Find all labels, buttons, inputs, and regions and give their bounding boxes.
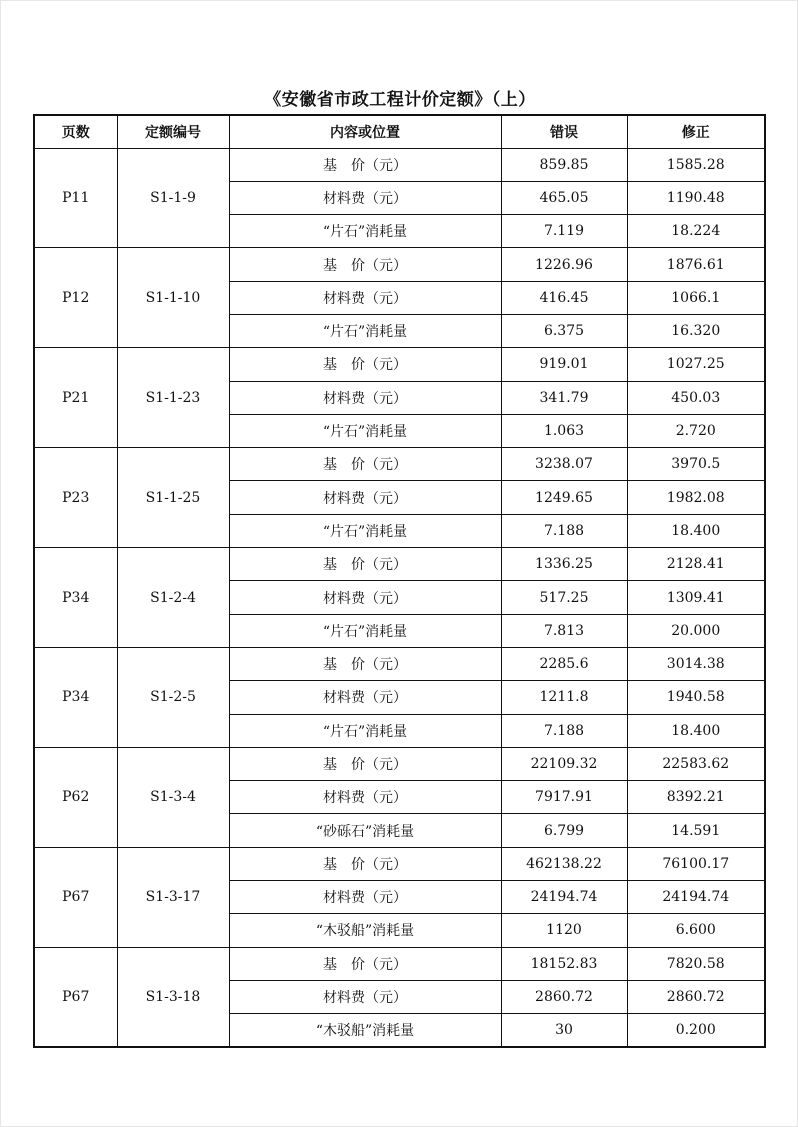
- cell-item: “片石”消耗量: [229, 314, 501, 347]
- cell-item: 基 价（元）: [229, 148, 501, 181]
- table-row: [34, 248, 765, 281]
- cell-page: P67: [34, 847, 117, 947]
- cell-fix: 2.720: [627, 414, 765, 447]
- table-row: [34, 647, 765, 680]
- table-row: [34, 348, 765, 381]
- cell-fix: 6.600: [627, 914, 765, 947]
- cell-item: 基 价（元）: [229, 248, 501, 281]
- cell-wrong: 1226.96: [501, 248, 627, 281]
- cell-fix: 1027.25: [627, 348, 765, 381]
- cell-item: 材料费（元）: [229, 481, 501, 514]
- header-code: 定额编号: [117, 115, 229, 148]
- cell-page: P34: [34, 548, 117, 648]
- cell-fix: 7820.58: [627, 947, 765, 980]
- cell-fix: 1066.1: [627, 281, 765, 314]
- cell-fix: 1585.28: [627, 148, 765, 181]
- cell-wrong: 7.813: [501, 614, 627, 647]
- cell-item: “砂砾石”消耗量: [229, 814, 501, 847]
- cell-wrong: 2860.72: [501, 980, 627, 1013]
- header-fix: 修正: [627, 115, 765, 148]
- cell-fix: 1982.08: [627, 481, 765, 514]
- cell-wrong: 6.375: [501, 314, 627, 347]
- cell-fix: 20.000: [627, 614, 765, 647]
- cell-item: 基 价（元）: [229, 548, 501, 581]
- cell-fix: 24194.74: [627, 881, 765, 914]
- cell-item: “片石”消耗量: [229, 215, 501, 248]
- table-row: [34, 747, 765, 780]
- cell-page: P67: [34, 947, 117, 1047]
- cell-fix: 2860.72: [627, 980, 765, 1013]
- cell-item: “木驳船”消耗量: [229, 1014, 501, 1047]
- header-item: 内容或位置: [229, 115, 501, 148]
- cell-item: 材料费（元）: [229, 181, 501, 214]
- cell-wrong: 3238.07: [501, 448, 627, 481]
- cell-page: P34: [34, 647, 117, 747]
- table-row: [34, 548, 765, 581]
- cell-fix: 18.400: [627, 514, 765, 547]
- cell-fix: 0.200: [627, 1014, 765, 1047]
- cell-wrong: 1120: [501, 914, 627, 947]
- cell-fix: 1876.61: [627, 248, 765, 281]
- cell-wrong: 7.119: [501, 215, 627, 248]
- table-row: [34, 148, 765, 181]
- cell-fix: 22583.62: [627, 747, 765, 780]
- cell-item: “片石”消耗量: [229, 414, 501, 447]
- cell-wrong: 18152.83: [501, 947, 627, 980]
- cell-fix: 16.320: [627, 314, 765, 347]
- cell-wrong: 1249.65: [501, 481, 627, 514]
- header-page: 页数: [34, 115, 117, 148]
- cell-page: P21: [34, 348, 117, 448]
- cell-wrong: 7.188: [501, 514, 627, 547]
- cell-page: P12: [34, 248, 117, 348]
- cell-fix: 1309.41: [627, 581, 765, 614]
- cell-item: 基 价（元）: [229, 747, 501, 780]
- cell-code: S1-2-4: [117, 548, 229, 648]
- table-row: [34, 947, 765, 980]
- cell-wrong: 30: [501, 1014, 627, 1047]
- cell-item: 材料费（元）: [229, 781, 501, 814]
- cell-code: S1-3-18: [117, 947, 229, 1047]
- cell-item: 基 价（元）: [229, 947, 501, 980]
- cell-code: S1-3-4: [117, 747, 229, 847]
- cell-wrong: 517.25: [501, 581, 627, 614]
- cell-fix: 2128.41: [627, 548, 765, 581]
- cell-page: P23: [34, 448, 117, 548]
- cell-fix: 1190.48: [627, 181, 765, 214]
- cell-wrong: 1336.25: [501, 548, 627, 581]
- cell-wrong: 7.188: [501, 714, 627, 747]
- cell-code: S1-3-17: [117, 847, 229, 947]
- cell-item: “片石”消耗量: [229, 614, 501, 647]
- cell-wrong: 6.799: [501, 814, 627, 847]
- cell-item: 材料费（元）: [229, 281, 501, 314]
- cell-item: 材料费（元）: [229, 881, 501, 914]
- cell-item: “片石”消耗量: [229, 514, 501, 547]
- cell-code: S1-2-5: [117, 647, 229, 747]
- cell-item: 基 价（元）: [229, 847, 501, 880]
- cell-fix: 3014.38: [627, 647, 765, 680]
- cell-fix: 3970.5: [627, 448, 765, 481]
- cell-item: 基 价（元）: [229, 348, 501, 381]
- cell-wrong: 341.79: [501, 381, 627, 414]
- cell-fix: 450.03: [627, 381, 765, 414]
- cell-item: 材料费（元）: [229, 581, 501, 614]
- cell-fix: 1940.58: [627, 681, 765, 714]
- cell-page: P11: [34, 148, 117, 248]
- cell-item: 材料费（元）: [229, 980, 501, 1013]
- cell-code: S1-1-23: [117, 348, 229, 448]
- table-row: [34, 847, 765, 880]
- errata-table: [33, 114, 766, 1048]
- cell-code: S1-1-25: [117, 448, 229, 548]
- cell-code: S1-1-9: [117, 148, 229, 248]
- table-row: [34, 448, 765, 481]
- cell-page: P62: [34, 747, 117, 847]
- cell-wrong: 22109.32: [501, 747, 627, 780]
- cell-fix: 14.591: [627, 814, 765, 847]
- cell-item: “木驳船”消耗量: [229, 914, 501, 947]
- cell-item: 材料费（元）: [229, 381, 501, 414]
- cell-wrong: 416.45: [501, 281, 627, 314]
- cell-fix: 76100.17: [627, 847, 765, 880]
- cell-item: 基 价（元）: [229, 448, 501, 481]
- cell-fix: 18.224: [627, 215, 765, 248]
- cell-wrong: 465.05: [501, 181, 627, 214]
- cell-item: 材料费（元）: [229, 681, 501, 714]
- table-header-row: [34, 115, 765, 148]
- cell-wrong: 7917.91: [501, 781, 627, 814]
- cell-wrong: 24194.74: [501, 881, 627, 914]
- cell-code: S1-1-10: [117, 248, 229, 348]
- cell-fix: 18.400: [627, 714, 765, 747]
- cell-wrong: 462138.22: [501, 847, 627, 880]
- cell-item: 基 价（元）: [229, 647, 501, 680]
- cell-item: “片石”消耗量: [229, 714, 501, 747]
- cell-wrong: 2285.6: [501, 647, 627, 680]
- cell-wrong: 919.01: [501, 348, 627, 381]
- cell-fix: 8392.21: [627, 781, 765, 814]
- table-body: [34, 148, 765, 1047]
- document-title: 《安徽省市政工程计价定额》（上）: [264, 90, 536, 110]
- cell-wrong: 1.063: [501, 414, 627, 447]
- header-wrong: 错误: [501, 115, 627, 148]
- cell-wrong: 1211.8: [501, 681, 627, 714]
- cell-wrong: 859.85: [501, 148, 627, 181]
